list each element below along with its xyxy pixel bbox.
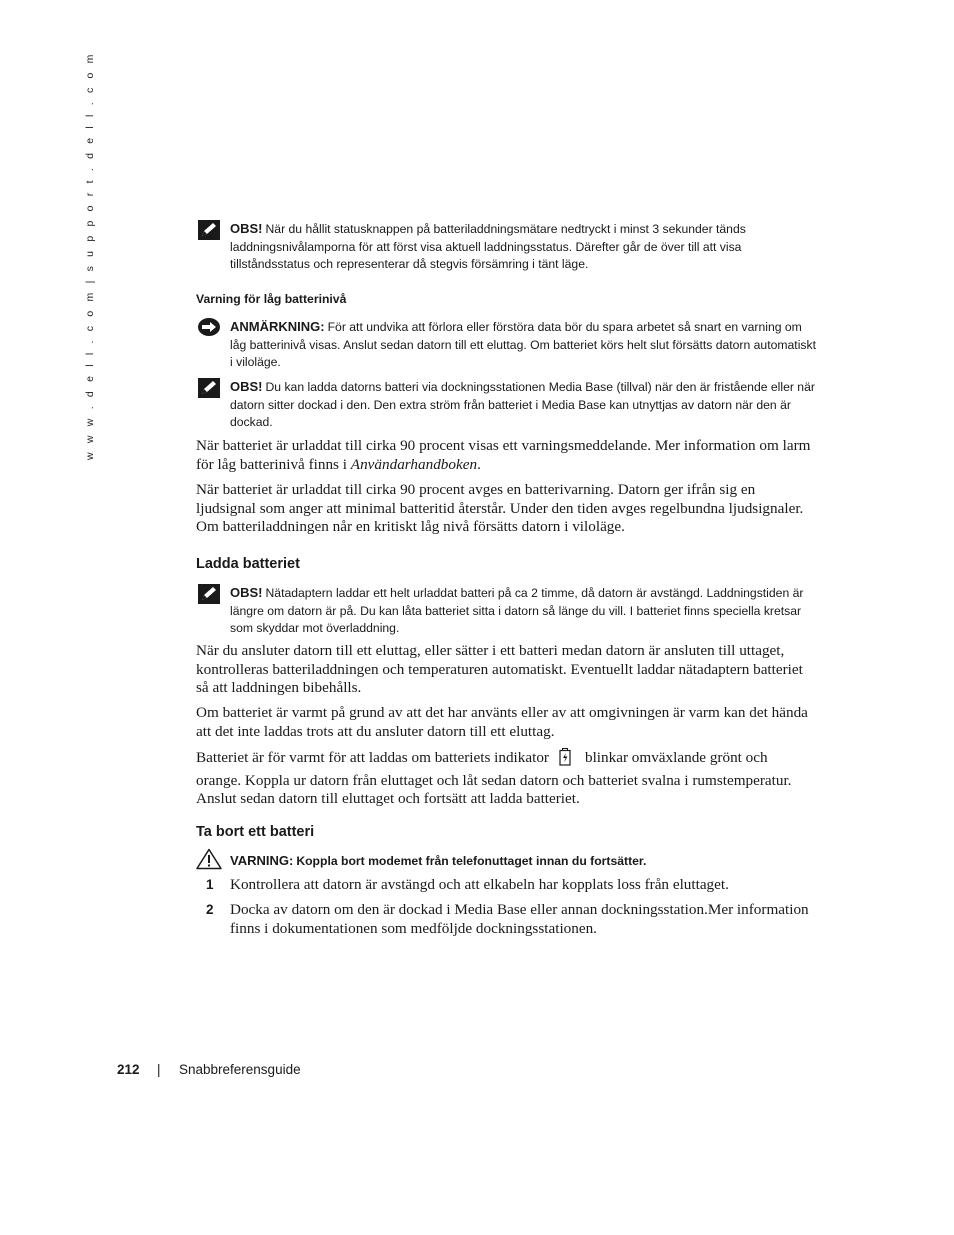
paragraph-charge-2: Om batteriet är varmt på grund av att det har använts eller av att omgivningen är varm kan det hända att det inte laddas trots att du ansluter datorn till ett eluttag. [196, 704, 808, 740]
notice-label: ANMÄRKNING: [230, 319, 325, 334]
note-pencil-icon [198, 220, 220, 246]
side-url: w w w . d e l l . c o m | s u p p o r t . d e l l . c o m [84, 51, 96, 460]
paragraph-low-battery-2: När batteriet är urladdat till cirka 90 procent avges en batterivarning. Datorn ger ifrån sig en ljudsignal som anger att minimal batteritid återstår. Under den tiden avges regelbundna ljudsignaler. Om batteriladdningen når en kritiskt låg nivå försätts datorn i viloläge. [196, 481, 804, 536]
list-item [196, 901, 816, 938]
guide-title: Snabbreferensguide [179, 1062, 301, 1077]
heading-remove-battery: Ta bort ett batteri [196, 824, 315, 840]
step-text: Docka av datorn om den är dockad i Media Base eller annan dockningsstation.Mer information finns i dokumentationen som medföljde dockningsstationen. [230, 901, 809, 937]
note-obs-2 [196, 378, 816, 432]
note-label: OBS! [230, 221, 263, 236]
note-label: OBS! [230, 379, 263, 394]
paragraph-charge-1: När du ansluter datorn till ett eluttag, eller sätter i ett batteri medan datorn är ansluten till uttaget, kontrolleras batteriladdningen och temperaturen automatiskt. Eventuellt laddar nätadaptern batteriet så att laddningen bibehålls. [196, 642, 803, 697]
page-number: 212 [117, 1062, 140, 1077]
warning-text: Koppla bort modemet från telefonuttaget innan du fortsätter. [296, 854, 647, 868]
warning-label: VARNING: [230, 853, 294, 868]
note-pencil-icon [198, 584, 220, 610]
manual-title: Användarhandboken [350, 455, 478, 473]
note-label: OBS! [230, 585, 263, 600]
paragraph-charge-3: Batteriet är för varmt för att laddas om batteriets indikator blinkar omväxlande grönt och orange. Koppla ur datorn från eluttaget och låt sedan datorn och batteriet svalna i rumstemperatur. Anslut sedan datorn till eluttaget och fortsätt att ladda batteriet. [196, 749, 792, 808]
list-item [196, 876, 816, 895]
paragraph-low-battery-1: När batteriet är urladdat till cirka 90 procent visas ett varningsmeddelande. Mer information om larm för låg batterinivå finns i Användarhandboken. [196, 437, 811, 473]
notice-text: För att undvika att förlora eller förstöra data bör du spara arbetet så snart en varning om låg batterinivå visas. Anslut sedan datorn till ett eluttag. Om batteriet körs helt slut försätts datorn automatiskt i viloläge. [230, 320, 816, 369]
step-number: 2 [206, 902, 214, 917]
warning-triangle-icon [198, 848, 222, 876]
notice-arrow-icon [198, 318, 220, 342]
battery-indicator-icon [559, 748, 571, 772]
note-text: Du kan ladda datorns batteri via dockningsstationen Media Base (tillval) när den är fristående eller när datorn sitter dockad i den. Den extra ström från batteriet i Media Base kan utnyttjas av datorn när den är dockad. [230, 380, 815, 429]
step-number: 1 [206, 877, 214, 892]
note-text: Nätadaptern laddar ett helt urladdat batteri på ca 2 timme, då datorn är avstängd. Laddningstiden är längre om datorn är på. Du kan låta batteriet sitta i datorn så länge du vill. I batteriet finns speciella kretsar som skyddar mot överladdning. [230, 586, 804, 635]
subheading-low-battery: Varning för låg batterinivå [196, 292, 347, 306]
note-text: När du hållit statusknappen på batteriladdningsmätare nedtryckt i minst 3 sekunder tänds laddningsnivålamporna för att först visa aktuell laddningsstatus. Därefter går de över till att visa tillståndsstatus och representerar då stegvis försämring i tänt läge. [230, 222, 746, 271]
heading-charge-battery: Ladda batteriet [196, 556, 300, 572]
note-obs-1 [196, 220, 816, 274]
footer-separator: | [157, 1062, 161, 1077]
note-obs-3 [196, 584, 816, 638]
note-pencil-icon [198, 378, 220, 404]
step-text: Kontrollera att datorn är avstängd och att elkabeln har kopplats loss från eluttaget. [230, 876, 729, 893]
note-notice [196, 318, 816, 372]
note-warning [196, 848, 816, 871]
